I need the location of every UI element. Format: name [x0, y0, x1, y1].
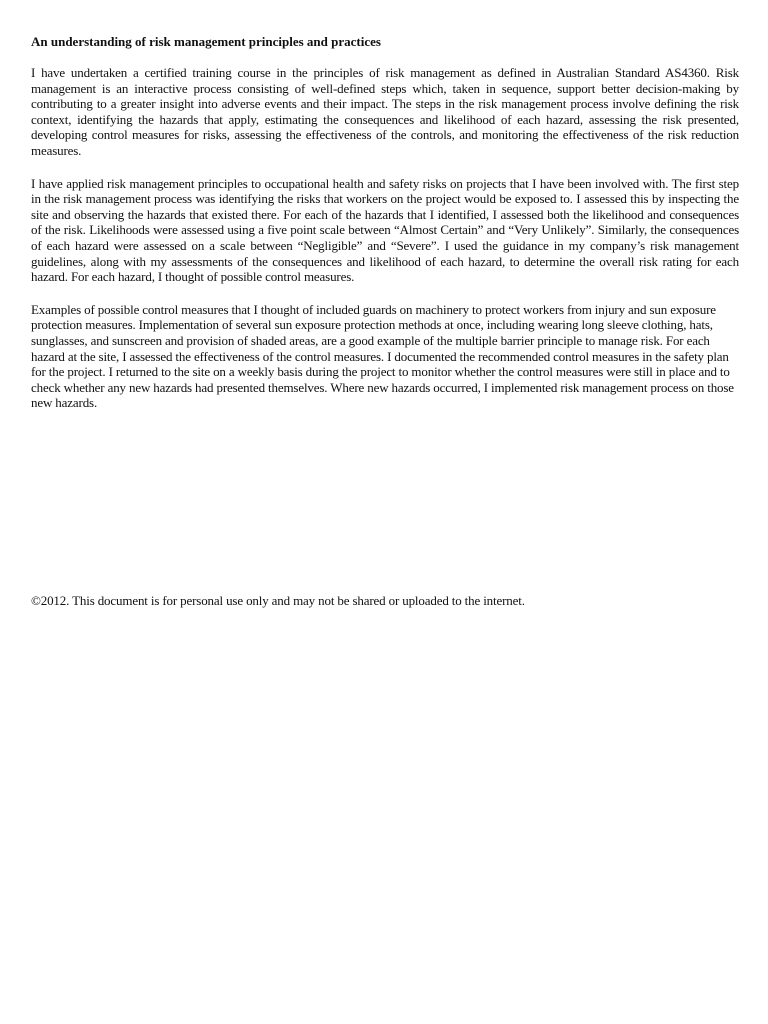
copyright-notice: ©2012. This document is for personal use only and may not be shared or uploaded to the internet.	[31, 593, 525, 608]
paragraph-risk-management-training: I have undertaken a certified training course in the principles of risk management as defined in Australian Standard AS4360. Risk management is an interactive process consisting of well-defined steps which, taken in sequence, support better decision-making by contributing to a greater insight into adverse events and their impact. The steps in the risk management process involve defining the risk context, identifying the hazards that apply, estimating the consequences and likelihood of each hazard, assessing the risk presented, developing control measures for risks, assessing the effectiveness of the controls, and monitoring the effectiveness of the risk reduction measures.	[31, 65, 739, 158]
document-body	[31, 34, 739, 428]
paragraph-applied-principles: I have applied risk management principles to occupational health and safety risks on projects that I have been involved with. The first step in the risk management process was identifying the risks that workers on the project would be exposed to. I assessed this by inspecting the site and observing the hazards that existed there. For each of the hazards that I identified, I assessed both the likelihood and consequences of the risk. Likelihoods were assessed using a five point scale between “Almost Certain” and “Very Unlikely”. Similarly, the consequences of each hazard were assessed on a scale between “Negligible” and “Severe”. I used the guidance in my company’s risk management guidelines, along with my assessments of the consequences and likelihood of each hazard, to determine the overall risk rating for each hazard. For each hazard, I thought of possible control measures.	[31, 175, 739, 285]
document-title: An understanding of risk management principles and practices	[31, 34, 381, 49]
paragraph-control-measures: Examples of possible control measures that I thought of included guards on machinery to protect workers from injury and sun exposure protection measures. Implementation of several sun exposure protection methods at once, including wearing long sleeve clothing, hats, sunglasses, and sunscreen and provision of shaded areas, are a good example of the multiple barrier principle to manage risk. For each hazard at the site, I assessed the effectiveness of the control measures. I documented the recommended control measures in the safety plan for the project. I returned to the site on a weekly basis during the project to monitor whether the control measures were still in place and to check whether any new hazards had presented themselves. Where new hazards occurred, I implemented risk management process on those new hazards.	[31, 301, 734, 411]
